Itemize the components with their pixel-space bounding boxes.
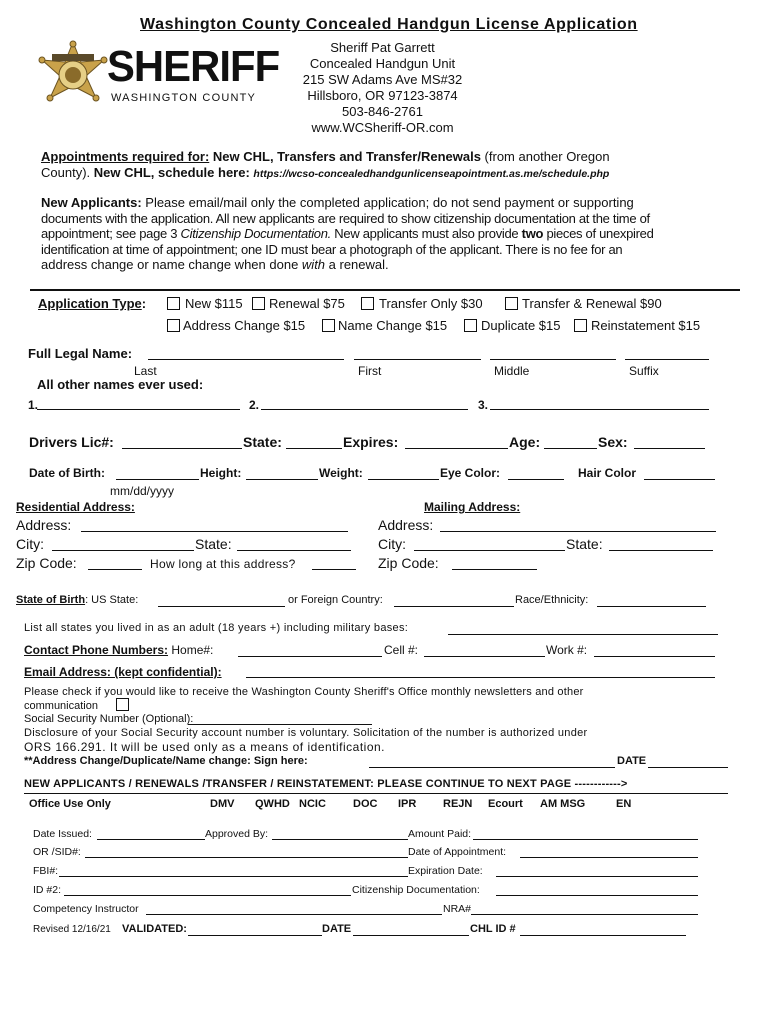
citizenship-documentation-label: Citizenship Documentation: <box>352 884 480 896</box>
option-duplicate: Duplicate $15 <box>481 318 561 333</box>
text-line: Please email/mail only the completed application; do not send payment or supporting <box>141 195 634 210</box>
address-line: Concealed Handgun Unit <box>309 56 456 71</box>
new-applicants-paragraph <box>41 195 721 273</box>
weight-field[interactable] <box>368 479 439 480</box>
approved-by-field[interactable] <box>272 839 408 840</box>
emphasis-two: two <box>521 226 544 241</box>
mail-city-label: City: <box>378 536 406 552</box>
weight-label: Weight: <box>319 466 363 480</box>
appointments-line-1 <box>41 149 610 164</box>
date-of-appointment-field[interactable] <box>520 857 698 858</box>
fbi-field[interactable] <box>59 876 408 877</box>
schedule-label: New CHL, schedule here: <box>90 165 250 180</box>
checkbox-transfer-renewal[interactable] <box>505 297 518 310</box>
signature-date-label: DATE <box>617 755 647 767</box>
checkbox-duplicate[interactable] <box>464 319 477 332</box>
address-line: 215 SW Adams Ave MS#32 <box>302 72 463 87</box>
foreign-country-field[interactable] <box>394 606 514 607</box>
eye-color-label: Eye Color: <box>440 466 501 480</box>
expires-label: Expires: <box>343 434 399 450</box>
section-divider <box>30 289 740 291</box>
suffix-field[interactable] <box>625 359 709 360</box>
schedule-link[interactable]: https://wcso-concealedhandgunlicenseapointment.as.me/schedule.php <box>253 168 610 180</box>
state-of-birth-label: State of Birth <box>16 594 86 606</box>
office-code-qwhd: QWHD <box>255 798 290 810</box>
office-divider <box>24 793 728 794</box>
validated-field[interactable] <box>188 935 322 936</box>
approved-by-label: Approved By: <box>205 828 269 840</box>
expiration-date-field[interactable] <box>496 876 698 877</box>
citizenship-documentation-field[interactable] <box>496 895 698 896</box>
first-caption: First <box>358 364 382 378</box>
drivers-lic-field[interactable] <box>122 448 242 449</box>
home-phone-label: Home#: <box>171 643 214 657</box>
revised-date: Revised 12/16/21 <box>33 924 111 935</box>
validated-date-field[interactable] <box>353 935 469 936</box>
logo-subtitle: WASHINGTON COUNTY <box>111 92 257 104</box>
res-zip-field[interactable] <box>88 569 142 570</box>
signature-date-field[interactable] <box>648 767 728 768</box>
date-of-appointment-label: Date of Appointment: <box>408 846 507 858</box>
middle-name-field[interactable] <box>490 359 616 360</box>
height-label: Height: <box>200 466 242 480</box>
fbi-label: FBI#: <box>33 865 59 877</box>
emphasis-with: with <box>301 257 326 272</box>
last-caption: Last <box>134 364 157 378</box>
other-names-label: All other names ever used: <box>37 377 204 392</box>
dl-state-label: State: <box>243 434 282 450</box>
appointments-types: New CHL, Transfers and Transfer/Renewals <box>209 149 481 164</box>
cell-phone-field[interactable] <box>424 656 545 657</box>
application-type-text: Application Type <box>38 296 142 311</box>
res-address-field[interactable] <box>81 531 348 532</box>
ors-statement: ORS 166.291. It will be used only as a means of identification. <box>24 740 386 754</box>
last-name-field[interactable] <box>148 359 344 360</box>
option-reinstatement: Reinstatement $15 <box>591 318 701 333</box>
contact-phone-label: Contact Phone Numbers: <box>24 643 169 657</box>
eye-color-field[interactable] <box>508 479 564 480</box>
newsletter-text: Please check if you would like to receive the Washington County Sheriff's Office monthly newsletters and other <box>24 686 584 698</box>
other-name-1-label: 1. <box>28 398 39 412</box>
sheriff-star-badge-icon <box>38 40 108 110</box>
office-code-ecourt: Ecourt <box>488 798 523 810</box>
mail-zip-label: Zip Code: <box>378 555 439 571</box>
option-renewal: Renewal $75 <box>269 296 345 311</box>
text-fragment: New applicants must also provide <box>330 226 522 241</box>
middle-caption: Middle <box>494 364 530 378</box>
amount-paid-field[interactable] <box>473 839 698 840</box>
expires-field[interactable] <box>405 448 508 449</box>
continue-next-page-note: NEW APPLICANTS / RENEWALS /TRANSFER / REINSTATEMENT: PLEASE CONTINUE TO NEXT PAGE ------------> <box>24 778 628 790</box>
work-phone-label: Work #: <box>546 643 588 657</box>
email-field[interactable] <box>246 677 715 678</box>
mail-address-field[interactable] <box>440 531 716 532</box>
address-line: Sheriff Pat Garrett <box>330 40 435 55</box>
id2-field[interactable] <box>64 895 351 896</box>
res-zip-label: Zip Code: <box>16 555 77 571</box>
us-state-label: US State: <box>88 594 139 606</box>
race-ethnicity-label: Race/Ethnicity: <box>515 594 589 606</box>
text-fragment: pieces of unexpired <box>543 226 654 241</box>
newsletter-checkbox[interactable] <box>116 698 129 711</box>
us-state-field[interactable] <box>158 606 285 607</box>
office-code-doc: DOC <box>353 798 378 810</box>
res-city-field[interactable] <box>52 550 194 551</box>
state-of-birth-row <box>16 594 138 606</box>
signature-field[interactable] <box>369 767 615 768</box>
checkbox-new[interactable] <box>167 297 180 310</box>
dob-field[interactable] <box>116 479 199 480</box>
option-transfer-only: Transfer Only $30 <box>379 296 483 311</box>
option-address-change: Address Change $15 <box>183 318 306 333</box>
mail-state-label: State: <box>566 536 603 552</box>
dob-label: Date of Birth: <box>29 466 105 480</box>
race-ethnicity-field[interactable] <box>597 606 706 607</box>
drivers-lic-label: Drivers Lic#: <box>29 434 114 450</box>
application-type-label <box>38 296 146 311</box>
checkbox-address-change[interactable] <box>167 319 180 332</box>
hair-color-field[interactable] <box>644 479 715 480</box>
home-phone-field[interactable] <box>238 656 382 657</box>
suffix-caption: Suffix <box>629 364 659 378</box>
hair-color-label: Hair Color <box>578 466 637 480</box>
appointments-county: County). <box>41 165 91 180</box>
sheriff-address-block <box>270 40 495 136</box>
ssn-disclosure: Disclosure of your Social Security account number is voluntary. Solicitation of the number is authorized under <box>24 727 588 739</box>
other-name-1-field[interactable] <box>37 409 240 410</box>
text-line: documents with the application. All new applicants are required to show citizenship documentation at the time of <box>41 210 650 226</box>
logo-word: SHERIFF <box>107 42 280 91</box>
office-code-en: EN <box>616 798 632 810</box>
how-long-label: How long at this address? <box>150 557 296 571</box>
chl-id-field[interactable] <box>520 935 686 936</box>
cell-phone-label: Cell #: <box>384 643 419 657</box>
date-issued-field[interactable] <box>97 839 205 840</box>
office-use-label: Office Use Only <box>29 798 111 810</box>
email-label: Email Address: (kept confidential): <box>24 665 222 679</box>
dl-state-field[interactable] <box>286 448 342 449</box>
age-field[interactable] <box>544 448 597 449</box>
office-code-rejn: REJN <box>443 798 473 810</box>
text-fragment: a renewal. <box>325 257 389 272</box>
nra-label: NRA# <box>443 903 472 915</box>
checkbox-transfer-only[interactable] <box>361 297 374 310</box>
website-link[interactable]: www.WCSheriff-OR.com <box>311 120 454 135</box>
option-new: New $115 <box>185 296 243 311</box>
res-state-label: State: <box>195 536 232 552</box>
competency-instructor-field[interactable] <box>146 914 442 915</box>
age-label: Age: <box>509 434 541 450</box>
colon: : <box>141 296 147 311</box>
other-name-3-field[interactable] <box>490 409 709 410</box>
residential-address-heading: Residential Address: <box>16 500 135 514</box>
or-sid-field[interactable] <box>85 857 408 858</box>
option-transfer-renewal: Transfer & Renewal $90 <box>522 296 662 311</box>
first-name-field[interactable] <box>354 359 481 360</box>
expiration-date-label: Expiration Date: <box>408 865 483 877</box>
mail-zip-field[interactable] <box>452 569 537 570</box>
colon: : <box>85 594 89 606</box>
newsletter-text-2: communication <box>24 700 98 712</box>
office-code-ncic: NCIC <box>299 798 326 810</box>
appointments-line-2 <box>41 165 609 180</box>
states-lived-label: List all states you lived in as an adult (18 years +) including military bases: <box>24 622 409 634</box>
amount-paid-label: Amount Paid: <box>408 828 472 840</box>
text-fragment: address change or name change when done <box>41 257 302 272</box>
competency-instructor-label: Competency Instructor <box>33 903 139 915</box>
mail-address-label: Address: <box>378 517 434 533</box>
foreign-country-label: or Foreign Country: <box>288 594 383 606</box>
appointments-label: Appointments required for: <box>41 149 210 164</box>
validated-date-label: DATE <box>322 923 352 935</box>
signature-label: **Address Change/Duplicate/Name change: Sign here: <box>24 755 308 767</box>
mail-city-field[interactable] <box>414 550 565 551</box>
address-line: Hillsboro, OR 97123-3874 <box>307 88 458 103</box>
other-name-3-label: 3. <box>478 398 489 412</box>
height-field[interactable] <box>246 479 318 480</box>
other-name-2-field[interactable] <box>261 409 468 410</box>
full-legal-name-label: Full Legal Name: <box>28 346 133 361</box>
res-address-label: Address: <box>16 517 72 533</box>
ssn-field[interactable] <box>188 724 372 725</box>
contact-phone-row <box>24 643 213 657</box>
appointments-note: (from another Oregon <box>480 149 610 164</box>
text-line: identification at time of appointment; one ID must bear a photograph of the applicant. There is no fee for an <box>41 241 623 257</box>
form-title: Washington County Concealed Handgun License Application <box>140 16 638 33</box>
office-code-ipr: IPR <box>398 798 417 810</box>
work-phone-field[interactable] <box>594 656 715 657</box>
checkbox-name-change[interactable] <box>322 319 335 332</box>
chl-id-label: CHL ID # <box>470 923 516 935</box>
res-city-label: City: <box>16 536 44 552</box>
res-state-field[interactable] <box>237 550 351 551</box>
nra-field[interactable] <box>471 914 698 915</box>
sex-label: Sex: <box>598 434 628 450</box>
or-sid-label: OR /SID#: <box>33 846 81 858</box>
text-fragment: appointment; see page 3 <box>41 226 181 241</box>
validated-label: VALIDATED: <box>122 923 187 935</box>
mailing-address-heading: Mailing Address: <box>424 500 521 514</box>
mail-state-field[interactable] <box>609 550 713 551</box>
checkbox-renewal[interactable] <box>252 297 265 310</box>
checkbox-reinstatement[interactable] <box>574 319 587 332</box>
dob-format-hint: mm/dd/yyyy <box>110 484 175 498</box>
office-code-dmv: DMV <box>210 798 235 810</box>
id2-label: ID #2: <box>33 884 62 896</box>
sex-field[interactable] <box>634 448 705 449</box>
option-name-change: Name Change $15 <box>338 318 448 333</box>
ssn-label: Social Security Number (Optional): <box>24 713 194 725</box>
date-issued-label: Date Issued: <box>33 828 92 840</box>
office-code-am-msg: AM MSG <box>540 798 586 810</box>
new-applicants-label: New Applicants: <box>41 195 142 210</box>
how-long-field[interactable] <box>312 569 356 570</box>
citizenship-doc-ref: Citizenship Documentation. <box>180 226 331 241</box>
other-name-2-label: 2. <box>249 398 260 412</box>
phone-number: 503-846-2761 <box>342 104 423 119</box>
states-lived-field[interactable] <box>448 634 718 635</box>
